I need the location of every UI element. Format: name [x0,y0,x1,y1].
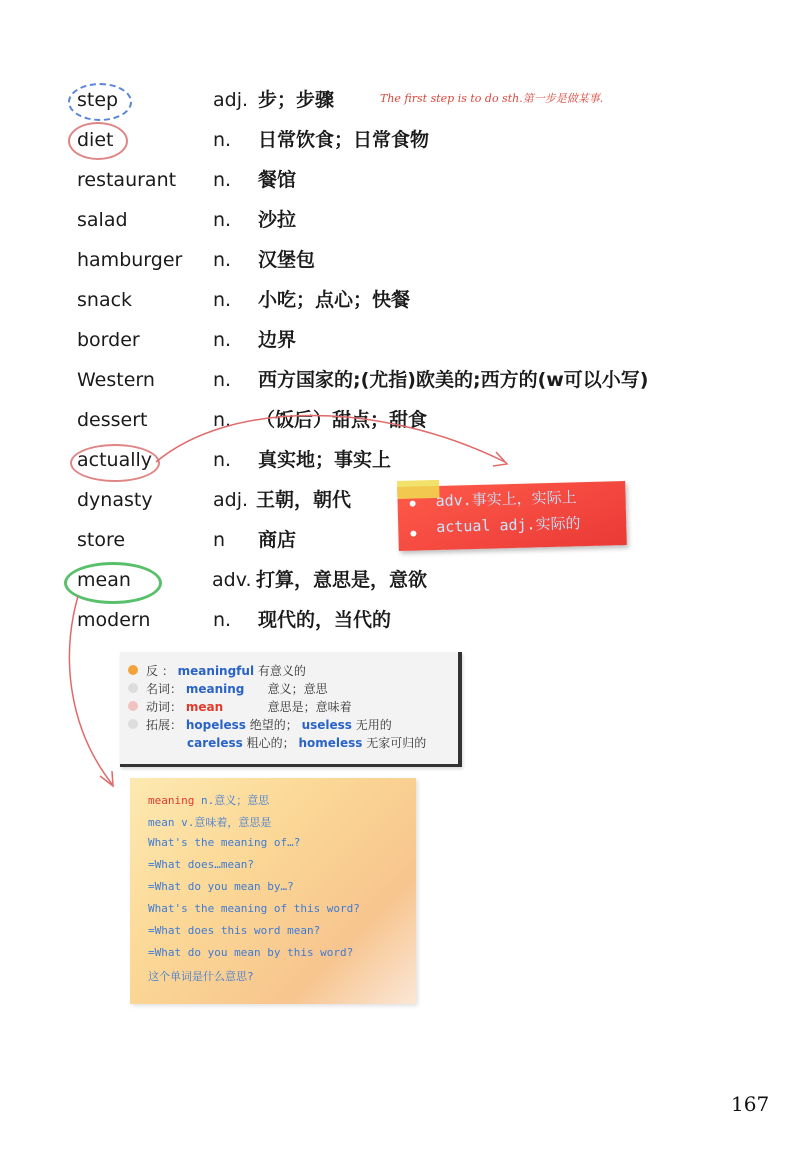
usage-line: mean v.意味着，意思是 [148,816,272,829]
vocab-def: 现代的，当代的 [258,609,392,631]
vocab-pos: n. [213,409,232,431]
step-handwritten-note: The first step is to do sth.第一步是做某事. [380,92,604,105]
vocab-def: 西方国家的;(尤指)欧美的;西方的(w可以小写) [258,369,649,391]
vocab-pos: n. [213,369,232,391]
usage-line: What's the meaning of…? [148,836,301,849]
vocab-word: diet [77,129,114,151]
usage-line: meaning n.意义；意思 [148,794,270,807]
bullet-icon [128,719,138,729]
vocab-pos: n. [213,449,232,471]
word-family-row: 动词： mean 意思是；意味着 [146,700,352,714]
bullet-icon [128,683,138,693]
usage-line: =What do you mean by…? [148,880,294,893]
vocab-pos: adj. [213,89,249,111]
vocab-def: 日常饮食；日常食物 [258,129,430,151]
vocab-word: border [77,329,140,351]
vocab-def: 餐馆 [258,169,297,191]
vocab-word: salad [77,209,128,231]
vocab-pos: n. [213,129,232,151]
vocab-pos: n [213,529,226,551]
word-family-row: 拓展： hopeless 绝望的； useless 无用的 [146,718,392,732]
vocab-def: 王朝，朝代 [256,489,352,511]
bullet-dot [410,501,416,507]
vocab-def: 汉堡包 [258,249,316,271]
usage-line: =What does…mean? [148,858,254,871]
vocab-word: hamburger [77,249,183,271]
vocab-pos: n. [213,249,232,271]
mean-arrow [69,596,112,784]
sticky-line-2: actual adj.实际的 [436,514,581,536]
bullet-icon [128,701,138,711]
vocab-word: step [77,89,119,111]
word-family-card [120,652,462,767]
vocab-def: 边界 [258,329,297,351]
vocab-def: 打算，意思是，意欲 [256,569,428,591]
tape-strip [397,480,439,499]
mean-arrowhead [100,771,113,786]
usage-line: =What do you mean by this word? [148,946,354,959]
vocab-word: mean [77,569,131,591]
vocab-word: restaurant [77,169,177,191]
word-family-row: 名词： meaning 意义；意思 [146,682,328,696]
vocab-def: 真实地；事实上 [258,449,392,471]
vocab-def: 商店 [258,529,297,551]
vocab-def: 步；步骤 [258,89,335,111]
vocab-word: actually [77,449,153,471]
vocab-pos: n. [213,609,232,631]
vocab-word: dynasty [77,489,153,511]
vocab-word: snack [77,289,133,311]
vocab-pos: adj. [213,489,249,511]
vocab-word: dessert [77,409,148,431]
usage-note-card [130,778,416,1004]
vocab-word: modern [77,609,151,631]
vocab-pos: n. [213,209,232,231]
vocab-pos: n. [213,289,232,311]
bullet-icon [128,665,138,675]
page-number: 167 [731,1092,770,1116]
usage-line: What's the meaning of this word? [148,902,360,915]
usage-line: =What does this word mean? [148,924,321,937]
sticky-line-1: adv.事实上，实际上 [435,488,577,510]
vocab-pos: adv. [212,569,252,591]
vocab-def: 小吃；点心；快餐 [258,289,411,311]
vocab-def: 沙拉 [258,209,297,231]
vocab-pos: n. [213,329,232,351]
vocab-pos: n. [213,169,232,191]
vocab-def: （饭后）甜点；甜食 [256,409,428,431]
usage-line: 这个单词是什么意思? [148,970,254,983]
vocab-word: Western [77,369,155,391]
word-family-row: careless 粗心的； homeless 无家可归的 [187,736,427,750]
word-family-row: 反 ： meaningful 有意义的 [146,664,306,678]
bullet-dot [410,531,416,537]
actually-arrow [156,416,505,463]
actually-sticky-note [397,481,627,551]
vocab-word: store [77,529,126,551]
